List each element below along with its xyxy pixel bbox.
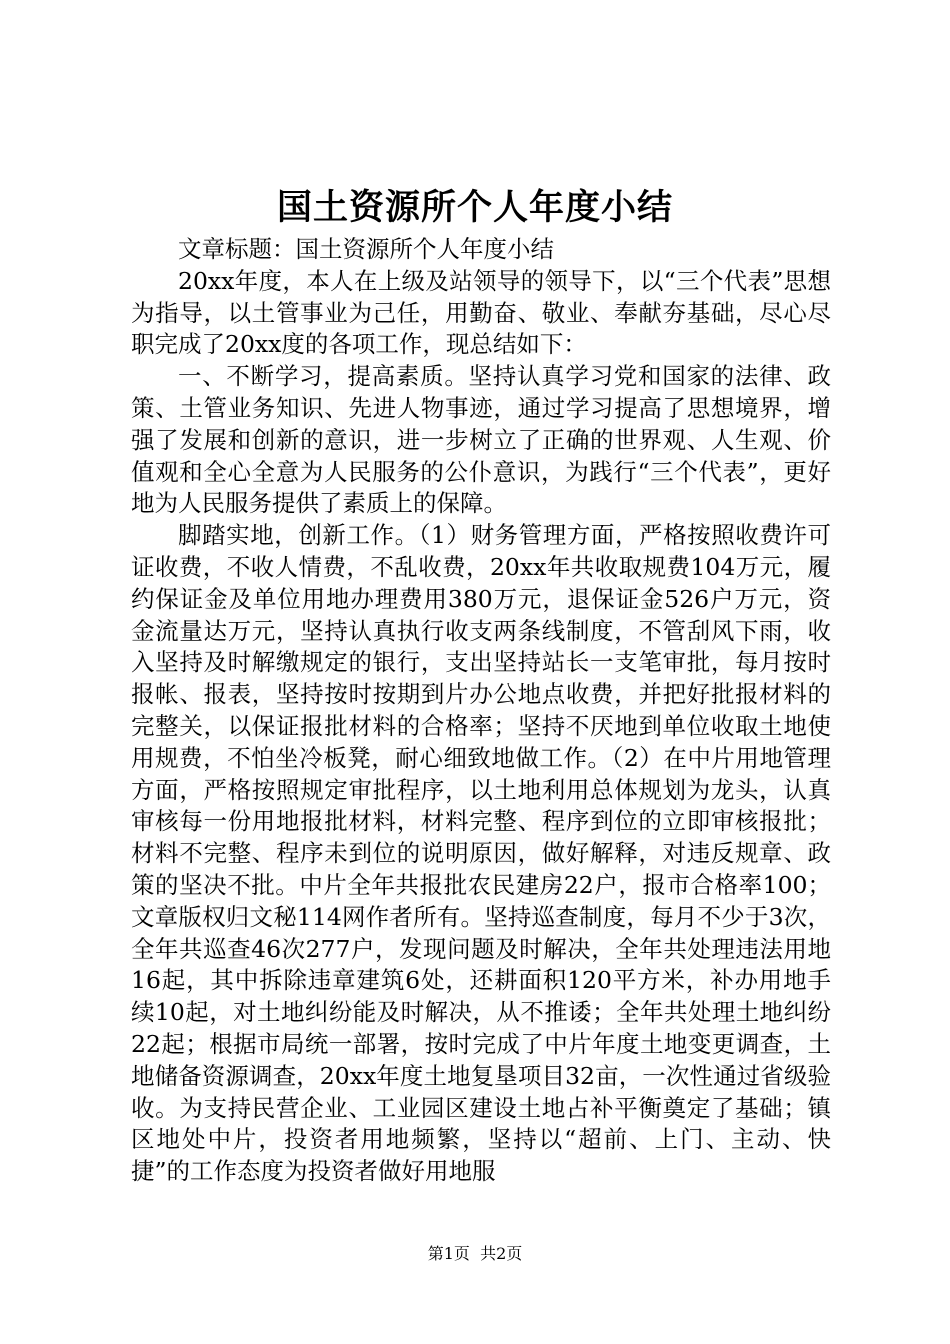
document-body xyxy=(131,234,831,1188)
page-footer xyxy=(0,1243,950,1265)
paragraph-study: 一、不断学习，提高素质。坚持认真学习党和国家的法律、政策、土管业务知识、先进人物事迹，通过学习提高了思想境界，增强了发展和创新的意识，进一步树立了正确的世界观、人生观、价值观和全心全意为人民服务的公仆意识，为践行“三个代表”，更好地为人民服务提供了素质上的保障。 xyxy=(131,362,831,518)
page-number: 第1页 共2页 xyxy=(427,1244,523,1263)
document-title: 国土资源所个人年度小结 xyxy=(276,188,673,228)
paragraph-intro: 20xx年度，本人在上级及站领导的领导下，以“三个代表”思想为指导，以土管事业为己任，用勤奋、敬业、奉献夯基础，尽心尽职完成了20xx度的各项工作，现总结如下： xyxy=(131,266,831,359)
paragraph-work: 脚踏实地，创新工作。（1）财务管理方面，严格按照收费许可证收费，不收人情费，不乱收费，20xx年共收取规费104万元，履约保证金及单位用地办理费用380万元，退保证金526户万元，资金流量达万元，坚持认真执行收支两条线制度，不管刮风下雨，收入坚持及时解缴规定的银行，支出坚持站长一支笔审批，每月按时报帐、报表，坚持按时按期到片办公地点收费，并把好批报材料的完整关，以保证报批材料的合格率；坚持不厌地到单位收取土地使用规费，不怕坐冷板凳，耐心细致地做工作。（2）在中片用地管理方面，严格按照规定审批程序，以土地利用总体规划为龙头，认真审核每一份用地报批材料，材料完整、程序到位的立即审核报批；材料不完整、程序未到位的说明原因，做好解释，对违反规章、政策的坚决不批。中片全年共报批农民建房22户，报市合格率100；文章版权归文秘114网作者所有。坚持巡查制度，每月不少于3次，全年共巡查46次277户，发现问题及时解决，全年共处理违法用地16起，其中拆除违章建筑6处，还耕面积120平方米，补办用地手续10起，对土地纠纷能及时解决，从不推诿；全年共处理土地纠纷22起；根据市局统一部署，按时完成了中片年度土地变更调查，土地储备资源调查，20xx年度土地复垦项目32亩，一次性通过省级验收。为支持民营企业、工业园区建设土地占补平衡奠定了基础；镇区地处中片，投资者用地频繁，坚持以“超前、上门、主动、快捷”的工作态度为投资者做好用地服 xyxy=(131,521,831,1186)
paragraph-article-title: 文章标题：国土资源所个人年度小结 xyxy=(178,235,554,263)
